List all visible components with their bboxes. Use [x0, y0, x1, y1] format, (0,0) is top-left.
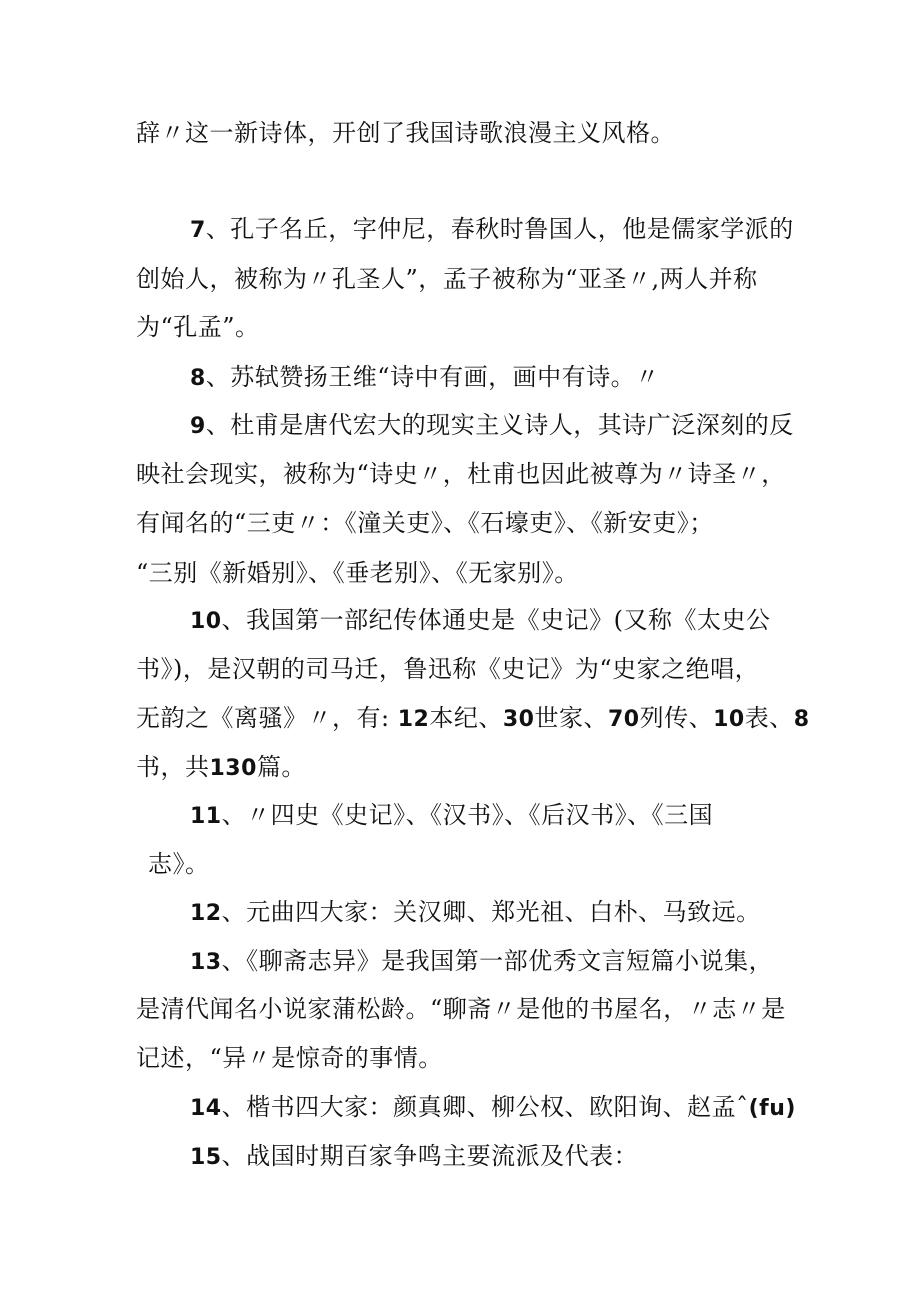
item-number: 15 [190, 1145, 222, 1170]
text-line: 记述，“异〃是惊奇的事情。 [136, 1044, 443, 1072]
item-number: 11 [190, 804, 222, 829]
text-line: 书，共130篇。 [136, 753, 306, 781]
text-line: 映社会现实，被称为“诗史〃，杜甫也因此被尊为〃诗圣〃， [136, 460, 786, 488]
item-11-line: 11、〃四史《史记》、《汉书》、《后汉书》、《三国 [190, 801, 714, 829]
item-10-line: 10、我国第一部纪传体通史是《史记》(又称《太史公 [190, 606, 771, 634]
text-line: “三别《新婚别》、《垂老别》、《无家别》。 [136, 559, 579, 587]
text-line: 志》。 [148, 850, 210, 878]
text-line: 辞〃这一新诗体，开创了我国诗歌浪漫主义风格。 [136, 119, 675, 147]
item-15-line: 15、战国时期百家争鸣主要流派及代表： [190, 1142, 639, 1170]
item-number: 12 [190, 901, 222, 926]
text-line: 创始人，被称为〃孔圣人”，孟子被称为“亚圣〃,两人并称 [136, 265, 758, 293]
item-14-line: 14、楷书四大家：颜真卿、柳公权、欧阳询、赵孟ˆ(fu) [190, 1093, 796, 1121]
item-7-line: 7、孔子名丘，字仲尼，春秋时鲁国人，他是儒家学派的 [190, 215, 794, 243]
item-number: 14 [190, 1096, 222, 1121]
item-number: 7 [190, 218, 206, 243]
item-number: 8 [190, 366, 206, 391]
text-line: 为“孔孟”。 [136, 313, 260, 341]
text-line: 无韵之《离骚》〃，有: 12本纪、30世家、70列传、10表、8 [136, 704, 810, 732]
item-9-line: 9、杜甫是唐代宏大的现实主义诗人，其诗广泛深刻的反 [190, 411, 794, 439]
item-number: 10 [190, 609, 222, 634]
item-13-line: 13、《聊斋志异》是我国第一部优秀文言短篇小说集， [190, 947, 774, 975]
text-line: 书》)，是汉朝的司马迁，鲁迅称《史记》为“史家之绝唱， [136, 655, 760, 683]
text-line: 有闻名的“三吏〃：《潼关吏》、《石壕吏》、《新安吏》； [136, 509, 714, 537]
item-number: 13 [190, 950, 222, 975]
item-8-line: 8、苏轼赞扬王维“诗中有画，画中有诗。〃 [190, 363, 660, 391]
text-line: 是清代闻名小说家蒲松龄。“聊斋〃是他的书屋名，〃志〃是 [136, 995, 786, 1023]
item-12-line: 12、元曲四大家：关汉卿、郑光祖、白朴、马致远。 [190, 898, 761, 926]
item-number: 9 [190, 414, 206, 439]
